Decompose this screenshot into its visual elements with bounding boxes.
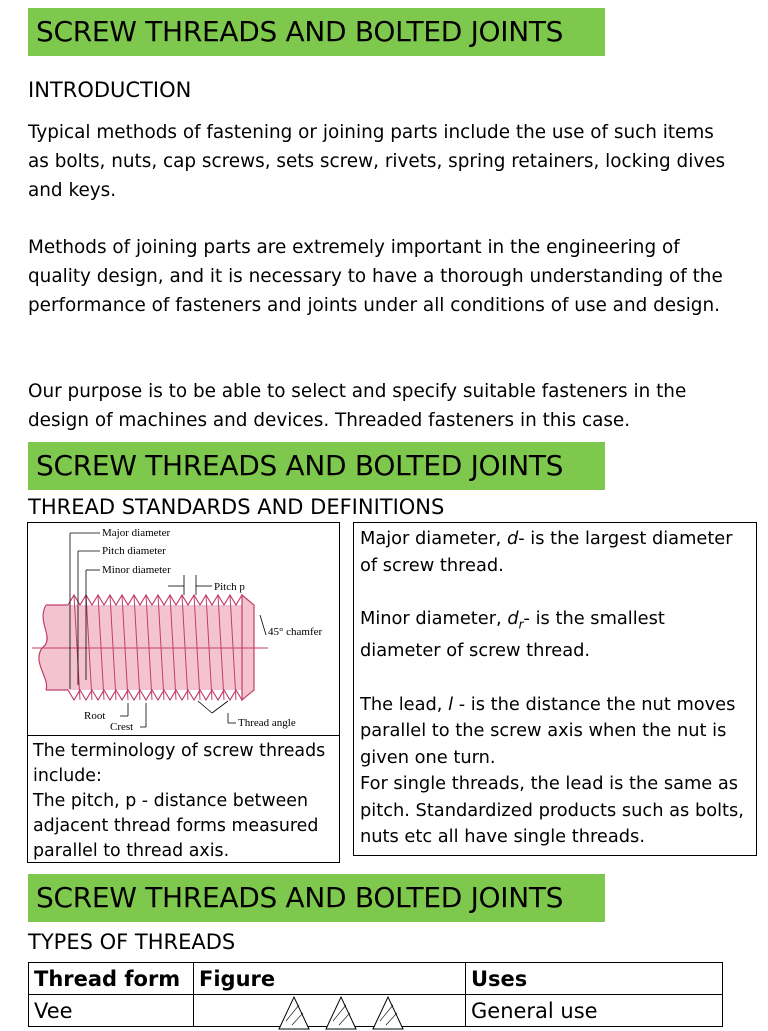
section-heading: INTRODUCTION: [28, 78, 192, 102]
terminology-intro: The terminology of screw threads include:: [33, 741, 326, 786]
table-header: Uses: [466, 963, 723, 995]
vee-thread-icon: [274, 991, 424, 1031]
label-pitch-diameter: Pitch diameter: [102, 545, 166, 557]
table-header: Figure: [194, 963, 466, 995]
table-row: [29, 995, 723, 1027]
label-thread-angle: Thread angle: [238, 717, 296, 729]
section-heading: TYPES OF THREADS: [28, 930, 236, 954]
definition-minor: Minor diameter, $d_r-$ is the smallest diameter of screw thread.: [360, 608, 665, 662]
definition-lead: The lead, l - is the distance the nut moves parallel to the screw axis when the nut is given one turn.: [360, 693, 736, 768]
section-banner: SCREW THREADS AND BOLTED JOINTS: [28, 874, 605, 922]
intro-paragraph: Our purpose is to be able to select and specify suitable fasteners in the design of machines and devices. Threaded fasteners in this case.: [28, 381, 687, 431]
screw-thread-diagram: [28, 523, 339, 735]
intro-paragraph: Methods of joining parts are extremely important in the engineering of quality design, and it is necessary to have a thorough understanding of the performance of fasteners and joints under all conditions of use and design.: [28, 237, 723, 316]
thread-figure-box: [27, 522, 340, 736]
terminology-pitch: The pitch, p - distance between adjacent thread forms measured parallel to thread axis.: [33, 791, 319, 861]
table-cell: Vee: [29, 995, 194, 1027]
label-root: Root: [84, 710, 106, 722]
label-crest: Crest: [110, 721, 134, 733]
intro-paragraph: Typical methods of fastening or joining parts include the use of such items as bolts, nuts, cap screws, sets screw, rivets, spring retainers, locking dives and keys.: [28, 122, 726, 201]
label-major-diameter: Major diameter: [102, 527, 171, 539]
label-minor-diameter: Minor diameter: [102, 564, 171, 576]
thread-types-table: [28, 962, 723, 1027]
table-header-row: [29, 963, 723, 995]
table-header: Thread form: [29, 963, 194, 995]
definition-major: Major diameter, d- is the largest diameter of screw thread.: [360, 528, 733, 576]
label-pitch: Pitch p: [214, 581, 245, 593]
vee-thread-figure-cell: [194, 995, 466, 1027]
table-cell: General use: [466, 995, 723, 1027]
section-banner: SCREW THREADS AND BOLTED JOINTS: [28, 442, 605, 490]
terminology-box: [27, 735, 340, 863]
definitions-box: [353, 522, 757, 856]
definition-single-threads: For single threads, the lead is the same as pitch. Standardized products such as bolts, nuts etc all have single threads.: [360, 773, 744, 848]
section-heading: THREAD STANDARDS AND DEFINITIONS: [28, 495, 445, 519]
section-banner: SCREW THREADS AND BOLTED JOINTS: [28, 8, 605, 56]
label-chamfer: 45° chamfer: [268, 626, 323, 638]
